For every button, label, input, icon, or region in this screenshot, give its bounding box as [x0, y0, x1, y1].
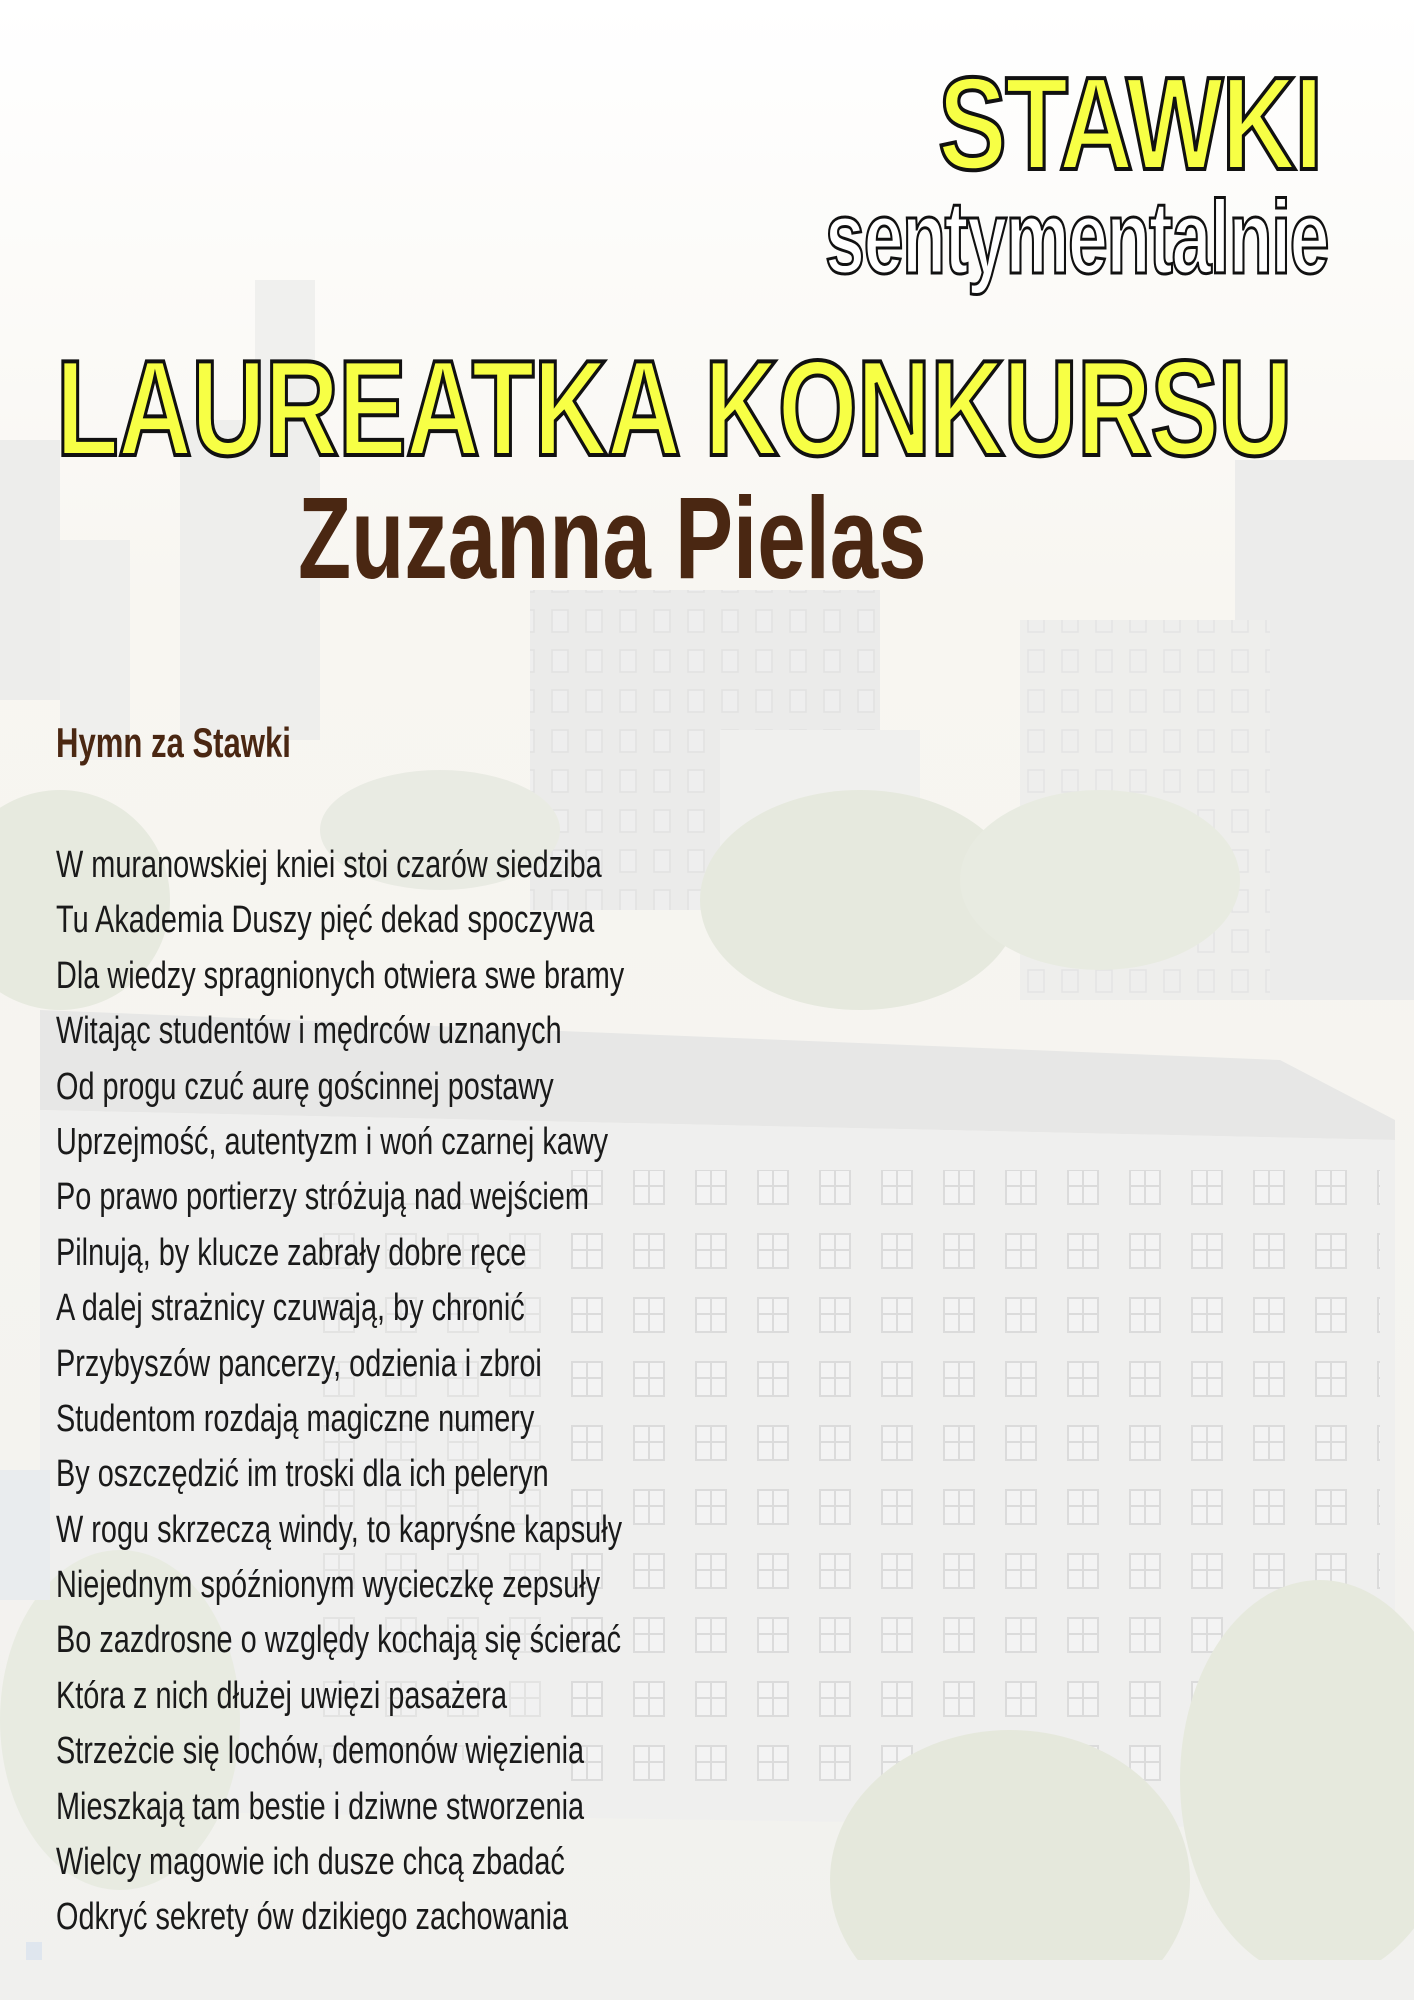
- poem-title: Hymn za Stawki: [56, 719, 291, 766]
- poem-line: Wielcy magowie ich dusze chcą zbadać: [56, 1841, 565, 1884]
- poem-line: W muranowskiej kniei stoi czarów siedziba: [56, 844, 602, 886]
- poem-line: Bo zazdrosne o względy kochają się ścierać: [56, 1619, 622, 1662]
- poem-body: [56, 838, 804, 1946]
- poem-line: Witając studentów i mędrców uznanych: [56, 1010, 562, 1053]
- poem-line: Niejednym spóźnionym wycieczkę zepsuły: [56, 1564, 601, 1607]
- poem-line: Mieszkają tam bestie i dziwne stworzenia: [56, 1785, 585, 1828]
- poem-line: Pilnują, by klucze zabrały dobre ręce: [56, 1231, 527, 1274]
- poem-line: Tu Akademia Duszy pięć dekad spoczywa: [56, 899, 595, 942]
- poem-line: By oszczędzić im troski dla ich peleryn: [56, 1453, 549, 1496]
- poem-line: Studentom rozdają magiczne numery: [56, 1397, 535, 1440]
- poem-line: Odkryć sekrety ów dzikiego zachowania: [56, 1896, 569, 1939]
- award-label: LAUREATKA KONKURSU: [56, 332, 1292, 484]
- poem-line: A dalej strażnicy czuwają, by chronić: [56, 1287, 525, 1330]
- poem-line: Od progu czuć aurę gościnnej postawy: [56, 1065, 554, 1108]
- poem-line: Która z nich dłużej uwięzi pasażera: [56, 1674, 508, 1717]
- poem-line: Po prawo portierzy stróżują nad wejściem: [56, 1176, 589, 1219]
- poem-line: Uprzejmość, autentyzm i woń czarnej kawy: [56, 1120, 609, 1163]
- poem-line: W rogu skrzeczą windy, to kapryśne kapsuły: [56, 1508, 623, 1551]
- poem-line: Przybyszów pancerzy, odzienia i zbroi: [56, 1342, 542, 1385]
- poster-title: STAWKI: [938, 50, 1322, 197]
- poster-subtitle: sentymentalnie: [824, 180, 1328, 296]
- winner-name: Zuzanna Pielas: [298, 473, 927, 603]
- poem-line: Strzeżcie się lochów, demonów więzienia: [56, 1730, 585, 1773]
- poem-line: Dla wiedzy spragnionych otwiera swe bramy: [56, 954, 625, 997]
